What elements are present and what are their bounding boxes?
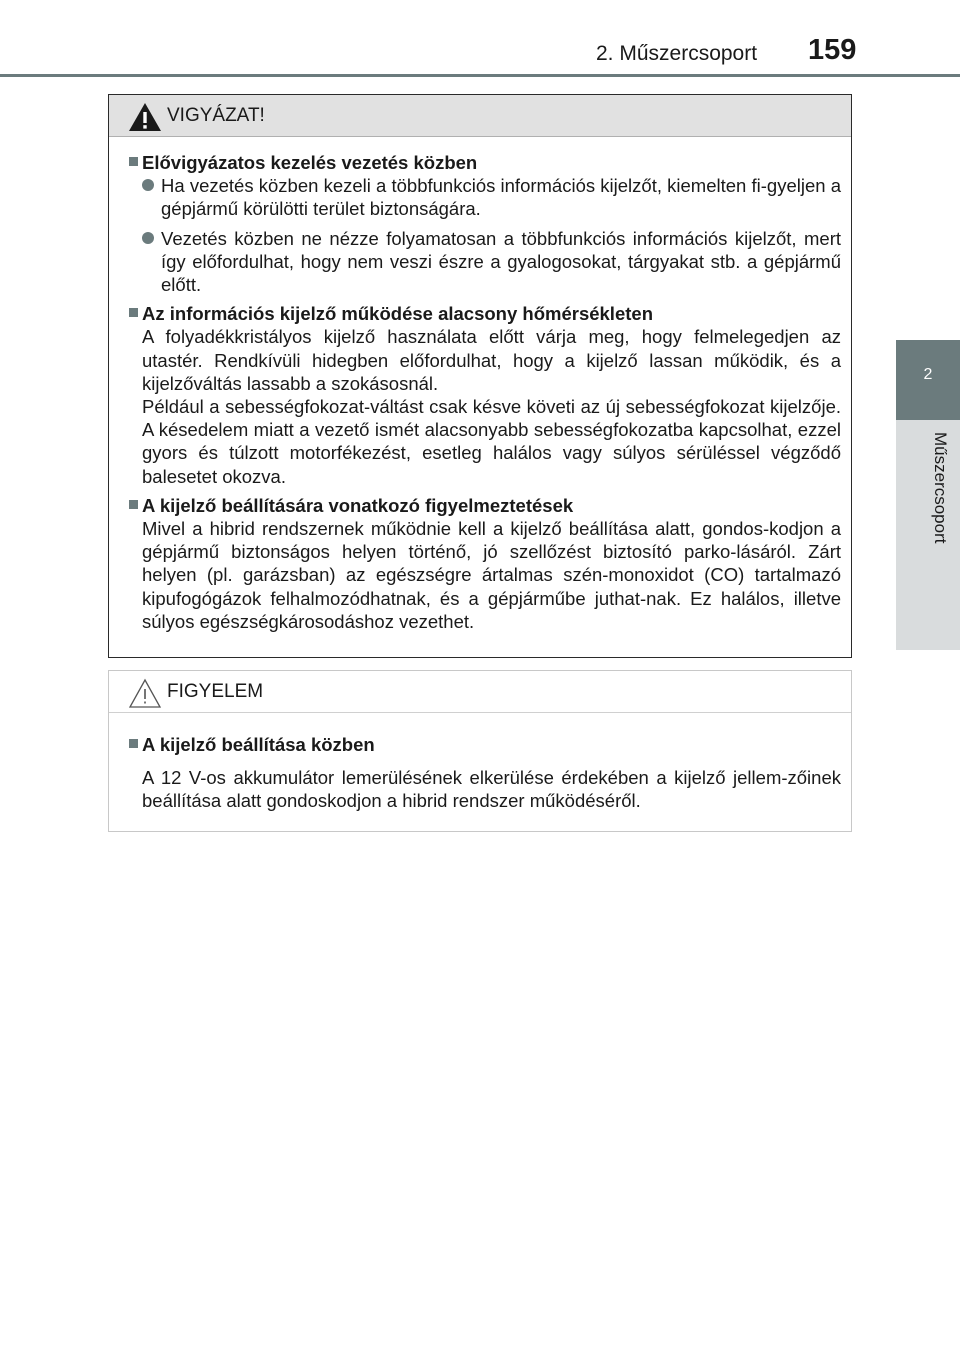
item-heading: A kijelző beállítása közben <box>142 734 375 755</box>
paragraph: A 12 V-os akkumulátor lemerülésének elkerülése érdekében a kijelző jellem-zőinek beállítása alatt gondoskodjon a hibrid rendszer működéséről. <box>142 767 841 812</box>
paragraph: A folyadékkristályos kijelző használata előtt várja meg, hogy felmelegedjen az utastér. Rendkívüli hidegben előfordulhat, hogy a kijelző lassan működik, és a kijelzőváltás lassabb a szokásosnál. <box>142 326 841 394</box>
warning-box-body <box>109 137 851 633</box>
warning-item <box>129 494 841 633</box>
warning-box <box>108 94 852 658</box>
round-bullet-icon <box>142 179 154 191</box>
notice-box-body <box>109 713 851 813</box>
warning-triangle-outline-icon <box>127 677 163 709</box>
square-bullet-icon <box>129 157 138 166</box>
notice-box-header <box>109 671 851 713</box>
warning-label: VIGYÁZAT! <box>167 105 265 126</box>
round-bullet-icon <box>142 232 154 244</box>
section-title: 2. Műszercsoport <box>596 42 758 65</box>
paragraph: Például a sebességfokozat-váltást csak késve követi az új sebességfokozat kijelzője. A késedelem miatt a vezető ismét alacsonyabb sebességfokozatba kapcsolhat, ezzel gyors és túlzott motorfékezést, esetleg halálos vagy súlyos sérüléssel végződő balesetet okozva. <box>142 396 841 487</box>
warning-triangle-filled-icon <box>127 101 163 133</box>
chapter-tab <box>896 340 960 420</box>
warning-box-header <box>109 95 851 137</box>
warning-item <box>129 151 841 296</box>
chapter-number: 2 <box>923 366 933 383</box>
square-bullet-icon <box>129 739 138 748</box>
item-heading: Elővigyázatos kezelés vezetés közben <box>142 152 478 173</box>
square-bullet-icon <box>129 500 138 509</box>
item-heading: Az információs kijelző működése alacsony hőmérsékleten <box>142 303 653 325</box>
header-rule <box>0 74 960 77</box>
bullet-text: Ha vezetés közben kezeli a többfunkciós információs kijelzőt, kiemelten fi-gyeljen a gépjármű körülötti terület biztonságára. <box>161 175 841 220</box>
notice-label: FIGYELEM <box>167 681 264 702</box>
page-number: 159 <box>808 34 857 66</box>
chapter-name: Műszercsoport <box>931 432 950 544</box>
bullet-text: Vezetés közben ne nézze folyamatosan a többfunkciós információs kijelzőt, mert így előfordulhat, hogy nem veszi észre a gyalogosokat, tárgyakat stb. a gépjármű előtt. <box>161 227 841 296</box>
chapter-tab-band <box>896 420 960 650</box>
warning-item <box>129 302 841 488</box>
notice-box <box>108 670 852 832</box>
square-bullet-icon <box>129 308 138 317</box>
bullet-point <box>129 174 841 220</box>
item-heading: A kijelző beállítására vonatkozó figyelmeztetések <box>142 494 574 516</box>
notice-item <box>129 733 841 813</box>
bullet-point <box>129 227 841 297</box>
paragraph: Mivel a hibrid rendszernek működnie kell a kijelző beállítása alatt, gondos-kodjon a gépjármű biztonságos helyen történő, jó szellőzést biztosító parko-lásáról. Zárt helyen (pl. garázsban) az egészségre ártalmas szén-monoxidot (CO) tartalmazó kipufogógázok felhalmozódhatnak, és a gépjárműbe juthat-nak. Ez halálos, illetve súlyos egészségkárosodáshoz vezethet. <box>142 518 841 632</box>
